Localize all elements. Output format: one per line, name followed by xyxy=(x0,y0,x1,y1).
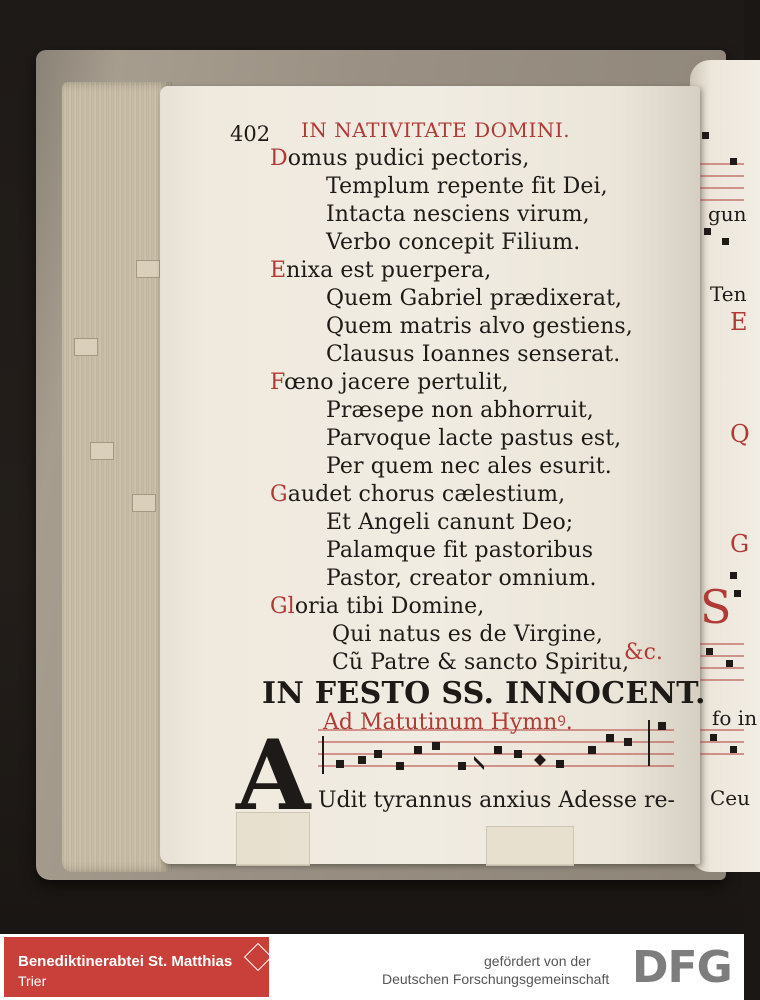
verse-line: Clausus Ioannes senserat. xyxy=(326,342,621,367)
funding-line-2: Deutschen Forschungsgemeinschaft xyxy=(382,971,610,987)
page-number: 402 xyxy=(230,122,271,146)
verse-first-line xyxy=(270,146,529,171)
verse-initial: G xyxy=(270,482,288,507)
note xyxy=(432,742,440,750)
verse-initial: Gl xyxy=(270,594,295,619)
note xyxy=(514,750,522,758)
institution-box xyxy=(4,937,269,997)
verse-line: Quem Gabriel prædixerat, xyxy=(326,286,623,311)
note xyxy=(458,762,466,770)
bar-line xyxy=(648,720,650,766)
verse-line: Et Angeli canunt Deo; xyxy=(326,510,574,535)
note xyxy=(414,746,422,754)
verse-line: Parvoque lacte pastus est, xyxy=(326,426,622,451)
note xyxy=(534,754,546,766)
page-tab xyxy=(136,260,160,278)
verse-line: Præsepe non abhorruit, xyxy=(326,398,594,423)
verse-text: omus pudici pectoris, xyxy=(287,146,530,171)
clef-mark xyxy=(322,736,324,774)
verse-first-line xyxy=(270,370,509,395)
right-page-red-initial: Q xyxy=(730,420,750,448)
right-page-red-initial: E xyxy=(730,308,748,336)
verse-initial: F xyxy=(270,370,285,395)
chant-lyric: Udit tyrannus anxius Adesse re- xyxy=(318,788,675,813)
verse-first-line xyxy=(270,482,565,507)
dfg-logo: DFG xyxy=(632,942,732,993)
note xyxy=(606,734,614,742)
music-staff xyxy=(318,720,674,784)
footer-bar xyxy=(0,934,744,1000)
right-page-fragment: gun xyxy=(708,202,747,226)
note xyxy=(358,756,366,764)
right-page-fragment: fo in xyxy=(712,706,758,730)
verse-line: Palamque fit pastoribus xyxy=(326,538,594,563)
note xyxy=(474,756,484,770)
verse-text: nixa est puerpera, xyxy=(286,258,492,283)
note xyxy=(336,760,344,768)
note xyxy=(556,760,564,768)
etc-rubric: &c. xyxy=(624,640,663,665)
verse-line: Qui natus es de Virgine, xyxy=(332,622,603,647)
right-page-staff xyxy=(700,560,744,770)
verse-first-line xyxy=(270,258,491,283)
verse-initial: E xyxy=(270,258,287,283)
institution-logo-icon xyxy=(244,943,272,971)
verse-line: Intacta nesciens virum, xyxy=(326,202,590,227)
verse-initial: D xyxy=(270,146,288,171)
verse-line: Verbo concepit Filium. xyxy=(326,230,581,255)
institution-city: Trier xyxy=(18,973,47,989)
hymn-heading: Ad Matutinum Hymnꝰ. xyxy=(323,710,573,735)
verse-line: Cũ Patre & sancto Spiritu, xyxy=(332,650,630,675)
right-page-fragment: Ten xyxy=(710,282,747,306)
note xyxy=(588,746,596,754)
verse-text: œno jacere pertulit, xyxy=(284,370,509,395)
verse-line: Pastor, creator omnium. xyxy=(326,566,597,591)
feast-title: IN FESTO SS. INNOCENT. xyxy=(262,676,706,711)
institution-name: Benediktinerabtei St. Matthias xyxy=(18,953,233,970)
page-block-edge xyxy=(62,82,172,872)
right-page-red-initial: G xyxy=(730,530,750,558)
page-tab xyxy=(132,494,156,512)
page-tab xyxy=(90,442,114,460)
repair-tape xyxy=(486,826,574,866)
note xyxy=(494,746,502,754)
verse-line: Templum repente fit Dei, xyxy=(326,174,608,199)
drop-cap: A xyxy=(236,719,311,832)
right-page-red-initial: S xyxy=(700,580,732,634)
verse-text: oria tibi Domine, xyxy=(294,594,485,619)
verse-text: audet chorus cælestium, xyxy=(287,482,566,507)
right-page-staff xyxy=(700,128,744,248)
verse-line: Quem matris alvo gestiens, xyxy=(326,314,633,339)
note xyxy=(624,738,632,746)
right-page-fragment: Ceu xyxy=(710,786,751,810)
note xyxy=(658,722,666,730)
funding-line-1: gefördert von der xyxy=(484,953,591,969)
note xyxy=(396,762,404,770)
page-tab xyxy=(74,338,98,356)
note xyxy=(374,750,382,758)
verse-first-line xyxy=(270,594,484,619)
running-head: IN NATIVITATE DOMINI. xyxy=(301,118,571,142)
verse-line: Per quem nec ales esurit. xyxy=(326,454,612,479)
